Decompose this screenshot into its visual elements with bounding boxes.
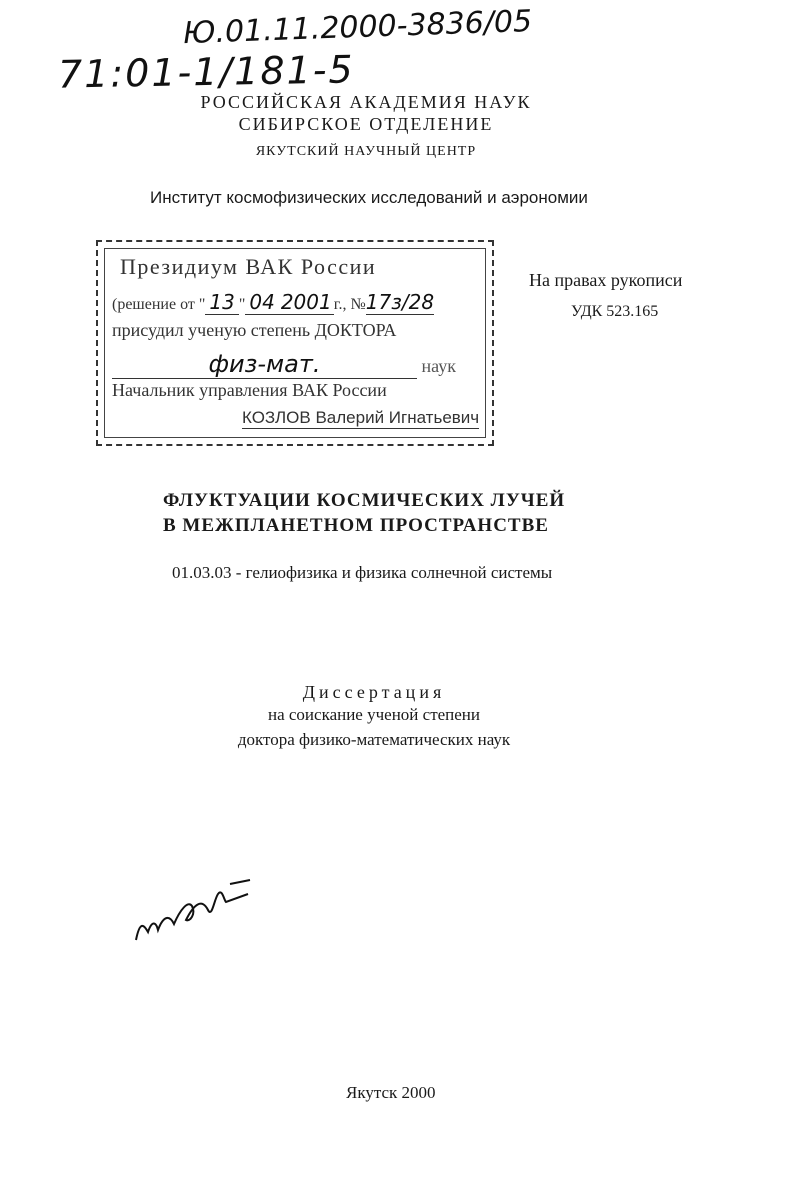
- dissertation-line-1: на соискание ученой степени: [267, 705, 481, 724]
- stamp-decision-number: 17з/28: [365, 290, 435, 314]
- title-line-2: В МЕЖПЛАНЕТНОМ ПРОСТРАНСТВЕ: [163, 515, 549, 536]
- stamp-field-row: [112, 350, 478, 379]
- center-name: ЯКУТСКИЙ НАУЧНЫЙ ЦЕНТР: [255, 144, 477, 159]
- dissertation-line-2: доктора физико-математических наук: [237, 730, 511, 749]
- institute-name: Институт космофизических исследований и аэрономии: [150, 188, 588, 207]
- city-year: Якутск 2000: [346, 1083, 436, 1102]
- stamp-head: Начальник управления ВАК России: [112, 380, 387, 400]
- stamp-awarded: присудил ученую степень ДОКТОРА: [112, 320, 397, 340]
- signature-scribble: [130, 870, 260, 950]
- stamp-decision: [112, 290, 434, 314]
- manuscript-rights: На правах рукописи: [529, 270, 683, 290]
- stamp-decision-day: 13: [205, 290, 238, 315]
- title-line-1: ФЛУКТУАЦИИ КОСМИЧЕСКИХ ЛУЧЕЙ: [163, 490, 566, 511]
- dissertation-heading: Диссертация: [302, 682, 446, 702]
- specialty: 01.03.03 - гелиофизика и физика солнечной системы: [172, 563, 553, 582]
- vak-stamp: [96, 240, 494, 446]
- stamp-title: Президиум ВАК России: [120, 254, 377, 279]
- stamp-field-suffix: наук: [421, 356, 456, 376]
- stamp-decision-year: 2001: [280, 290, 332, 314]
- stamp-decision-prefix: (решение от ": [112, 296, 206, 313]
- handwritten-code: 71:01-1/181-5: [57, 47, 355, 97]
- academy-name: РОССИЙСКАЯ АКАДЕМИЯ НАУК: [200, 92, 532, 112]
- stamp-decision-month: 04: [245, 290, 278, 315]
- stamp-decision-year-suffix: г., №: [333, 296, 366, 313]
- stamp-head-name: КОЗЛОВ Валерий Игнатьевич: [242, 408, 480, 427]
- stamp-field: физ-мат.: [112, 350, 417, 379]
- stamp-decision-sep: ": [238, 296, 246, 313]
- handwritten-reg-number: Ю.01.11.2000-3836/05: [182, 3, 533, 52]
- branch-name: СИБИРСКОЕ ОТДЕЛЕНИЕ: [238, 114, 494, 134]
- udk-code: УДК 523.165: [571, 303, 659, 320]
